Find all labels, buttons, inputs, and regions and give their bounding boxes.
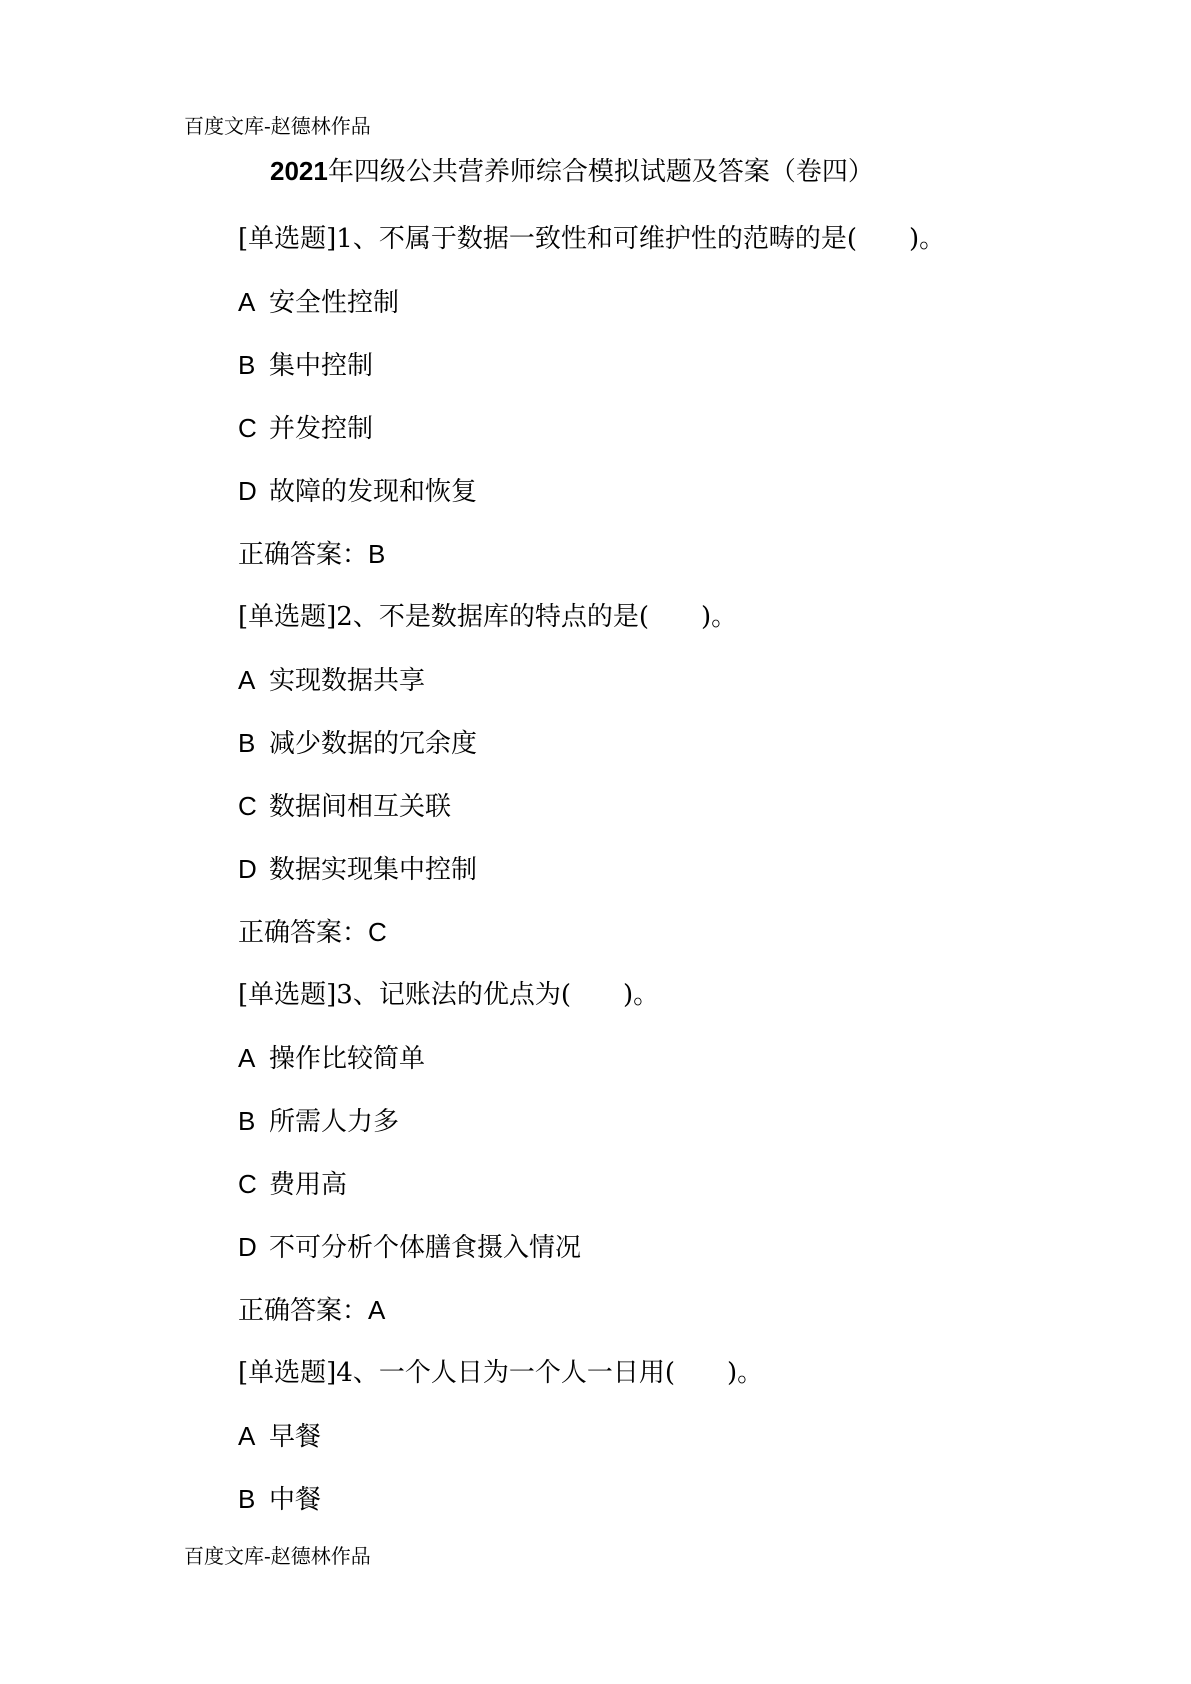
running-header: 百度文库-赵德林作品 <box>184 114 371 138</box>
answer-label: 正确答案： <box>238 1296 369 1326</box>
answer-option <box>238 1027 1118 1090</box>
answer-option <box>238 1405 1118 1468</box>
option-text: 并发控制 <box>269 414 374 444</box>
option-letter: B <box>238 1484 256 1514</box>
correct-answer <box>238 1279 1118 1342</box>
option-text: 费用高 <box>269 1170 348 1200</box>
option-text: 中餐 <box>269 1485 322 1515</box>
answer-label: 正确答案： <box>238 540 369 570</box>
question-text: [单选题]1、不属于数据一致性和可维护性的范畴的是( )。 <box>238 224 946 254</box>
answer-value: A <box>368 1295 386 1325</box>
option-text: 集中控制 <box>269 351 374 381</box>
answer-option <box>238 838 1118 901</box>
option-letter: A <box>238 1043 256 1073</box>
title-text: 年四级公共营养师综合模拟试题及答案（卷四） <box>327 157 874 187</box>
question-stem <box>238 208 1118 271</box>
option-text: 所需人力多 <box>269 1107 400 1137</box>
answer-option <box>238 712 1118 775</box>
option-letter: C <box>238 791 257 821</box>
option-text: 数据间相互关联 <box>269 792 452 822</box>
option-letter: D <box>238 1232 257 1262</box>
answer-option <box>238 1090 1118 1153</box>
answer-label: 正确答案： <box>238 918 369 948</box>
answer-option <box>238 775 1118 838</box>
answer-option <box>238 1216 1118 1279</box>
answer-value: B <box>368 539 386 569</box>
question-stem <box>238 586 1118 649</box>
option-letter: B <box>238 350 256 380</box>
answer-option <box>238 397 1118 460</box>
question-stem <box>238 1342 1118 1405</box>
option-text: 操作比较简单 <box>269 1044 426 1074</box>
correct-answer <box>238 523 1118 586</box>
option-letter: B <box>238 1106 256 1136</box>
option-letter: A <box>238 1421 256 1451</box>
answer-option <box>238 460 1118 523</box>
question-stem <box>238 964 1118 1027</box>
option-text: 安全性控制 <box>269 288 400 318</box>
question-list <box>238 208 1118 1531</box>
answer-option <box>238 271 1118 334</box>
option-text: 数据实现集中控制 <box>269 855 478 885</box>
option-letter: C <box>238 1169 257 1199</box>
answer-option <box>238 334 1118 397</box>
question-text: [单选题]2、不是数据库的特点的是( )。 <box>238 602 738 632</box>
question-text: [单选题]3、记账法的优点为( )。 <box>238 980 660 1010</box>
correct-answer <box>238 901 1118 964</box>
option-letter: B <box>238 728 256 758</box>
option-text: 减少数据的冗余度 <box>269 729 478 759</box>
answer-value: C <box>368 917 387 947</box>
option-letter: D <box>238 854 257 884</box>
title-year: 2021 <box>270 156 328 186</box>
answer-option <box>238 1468 1118 1531</box>
option-text: 早餐 <box>269 1422 322 1452</box>
option-letter: A <box>238 665 256 695</box>
option-text: 不可分析个体膳食摄入情况 <box>269 1233 582 1263</box>
option-letter: A <box>238 287 256 317</box>
option-text: 故障的发现和恢复 <box>269 477 478 507</box>
option-letter: D <box>238 476 257 506</box>
running-footer: 百度文库-赵德林作品 <box>184 1544 371 1568</box>
answer-option <box>238 649 1118 712</box>
answer-option <box>238 1153 1118 1216</box>
question-text: [单选题]4、一个人日为一个人一日用( )。 <box>238 1358 764 1388</box>
option-letter: C <box>238 413 257 443</box>
option-text: 实现数据共享 <box>269 666 426 696</box>
document-title <box>270 154 874 189</box>
